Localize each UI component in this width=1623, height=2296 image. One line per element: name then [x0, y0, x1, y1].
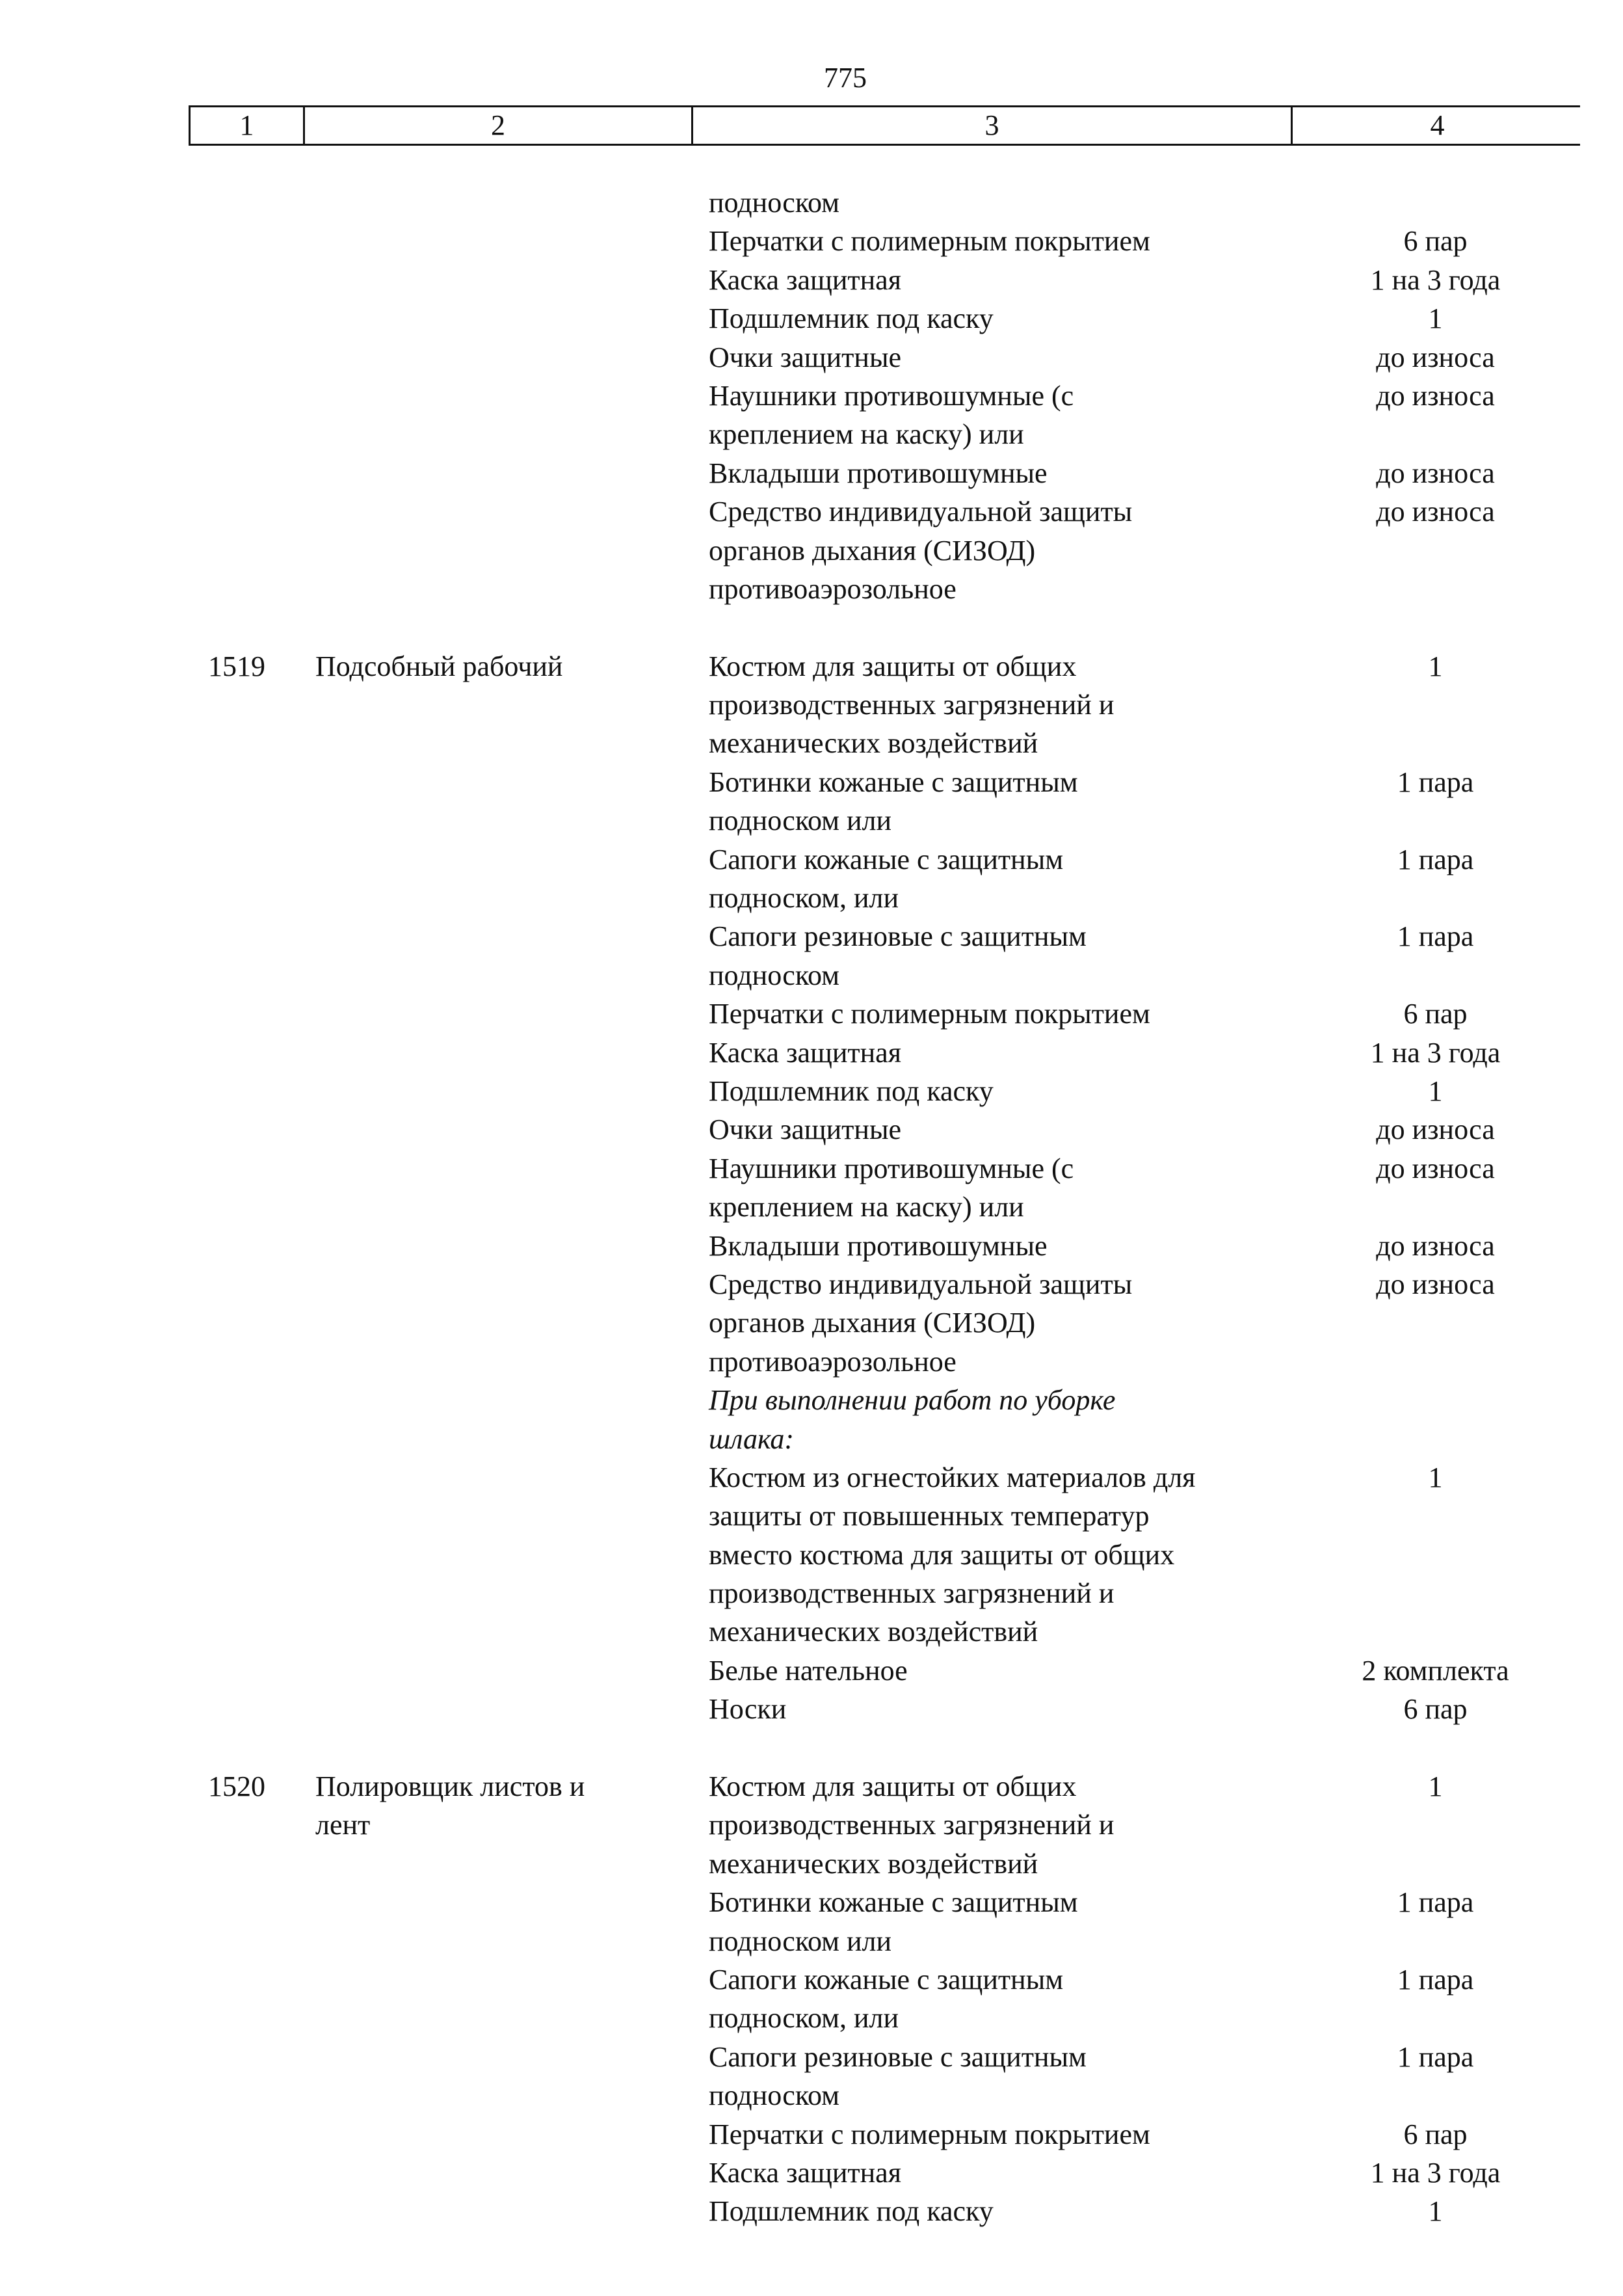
issue-norm: 1 пара — [1397, 1886, 1474, 1919]
ppe-item: креплением на каску) или — [709, 1191, 1024, 1223]
ppe-item: Ботинки кожаные с защитным — [709, 766, 1078, 798]
issue-norm: 1 на 3 года — [1370, 1036, 1501, 1069]
table-line — [189, 1149, 1580, 1188]
ppe-item: противоаэрозольное — [709, 1345, 957, 1378]
column-header-4: 4 — [1430, 109, 1445, 141]
issue-norm: 1 на 3 года — [1370, 2156, 1501, 2189]
issue-norm: 6 пар — [1403, 1693, 1468, 1726]
ppe-item: механических воздействий — [709, 727, 1038, 760]
ppe-item: подноском, или — [709, 882, 899, 914]
ppe-item: Подшлемник под каску — [709, 2195, 994, 2228]
ppe-item: Сапоги кожаные с защитным — [709, 843, 1064, 875]
ppe-item: Перчатки с полимерным покрытием — [709, 998, 1150, 1030]
ppe-item: органов дыхания (СИЗОД) — [709, 534, 1036, 567]
issue-norm: 1 — [1428, 1461, 1443, 1493]
issue-norm: 1 пара — [1397, 843, 1474, 875]
issue-norm: до износа — [1376, 1229, 1495, 1262]
ppe-item: механических воздействий — [709, 1616, 1038, 1648]
ppe-item: Каска защитная — [709, 263, 901, 296]
issue-norm: до износа — [1376, 379, 1495, 412]
table-line — [189, 1188, 1580, 1226]
column-header-2: 2 — [305, 107, 693, 144]
ppe-item: При выполнении работ по уборке — [709, 1384, 1116, 1417]
profession-name: Полировщик листов и — [315, 1770, 585, 1803]
table-line — [189, 647, 1580, 686]
table-line — [189, 377, 1580, 415]
table-line — [189, 222, 1580, 260]
issue-norm: 1 пара — [1397, 1963, 1474, 1996]
ppe-item: подноском, или — [709, 2002, 899, 2035]
entry-number: 1520 — [208, 1770, 265, 1803]
issue-norm: 2 комплекта — [1362, 1654, 1509, 1687]
row-spacer — [189, 608, 1580, 647]
ppe-item: Наушники противошумные (с — [709, 1152, 1074, 1184]
issue-norm: до износа — [1376, 341, 1495, 373]
table-line — [189, 840, 1580, 879]
issue-norm: до износа — [1376, 496, 1495, 528]
ppe-item: Белье нательное — [709, 1654, 908, 1687]
ppe-item: производственных загрязнений и — [709, 1809, 1115, 1841]
issue-norm: 1 — [1428, 650, 1443, 682]
table-line — [189, 454, 1580, 492]
ppe-item: органов дыхания (СИЗОД) — [709, 1307, 1036, 1339]
issue-norm: 1 на 3 года — [1370, 263, 1501, 296]
table-line — [189, 415, 1580, 453]
table-line — [189, 2192, 1580, 2230]
ppe-item: Ботинки кожаные с защитным — [709, 1886, 1078, 1919]
ppe-item: Средство индивидуальной защиты — [709, 496, 1133, 528]
table-line — [189, 1767, 1580, 1806]
profession-name: лент — [315, 1809, 371, 1841]
table-line — [189, 686, 1580, 724]
ppe-item: Костюм из огнестойких материалов для — [709, 1461, 1196, 1493]
issue-norm: 1 пара — [1397, 2040, 1474, 2073]
table-line — [189, 801, 1580, 840]
ppe-item: Каска защитная — [709, 2156, 901, 2189]
ppe-item: противоаэрозольное — [709, 572, 957, 605]
issue-norm: 1 пара — [1397, 920, 1474, 953]
table-line — [189, 492, 1580, 531]
table-line — [189, 2038, 1580, 2076]
table-line — [189, 1845, 1580, 1883]
table-line — [189, 1922, 1580, 1960]
ppe-item: Вкладыши противошумные — [709, 1229, 1048, 1262]
issue-norm: 6 пар — [1403, 998, 1468, 1030]
table-line — [189, 261, 1580, 299]
ppe-item: Костюм для защиты от общих — [709, 650, 1077, 682]
issue-norm: 1 — [1428, 1770, 1443, 1803]
table-line — [189, 1265, 1580, 1303]
table-line — [189, 1458, 1580, 1497]
ppe-item: Носки — [709, 1693, 787, 1726]
table-line — [189, 1806, 1580, 1844]
table-line — [189, 763, 1580, 801]
table-line — [189, 1034, 1580, 1072]
issue-norm: до износа — [1376, 1152, 1495, 1184]
table-line — [189, 1110, 1580, 1149]
issue-norm: до износа — [1376, 1268, 1495, 1300]
table-line — [189, 1072, 1580, 1110]
row-spacer — [189, 1729, 1580, 1767]
issue-norm: 1 пара — [1397, 766, 1474, 798]
column-header-row — [189, 105, 1580, 146]
ppe-item: механических воздействий — [709, 1847, 1038, 1880]
issue-norm: 6 пар — [1403, 225, 1468, 258]
issue-norm: до износа — [1376, 1114, 1495, 1146]
table-line — [189, 1303, 1580, 1342]
ppe-item: креплением на каску) или — [709, 418, 1024, 451]
table-line — [189, 2115, 1580, 2154]
ppe-item: Перчатки с полимерным покрытием — [709, 2118, 1150, 2150]
table-line — [189, 1612, 1580, 1651]
column-header-3: 3 — [693, 107, 1293, 144]
ppe-item: Перчатки с полимерным покрытием — [709, 225, 1150, 258]
ppe-item: Сапоги резиновые с защитным — [709, 2040, 1087, 2073]
ppe-item: подноском — [709, 959, 839, 991]
table-line — [189, 917, 1580, 955]
ppe-item: подноском — [709, 187, 839, 219]
table-line — [189, 956, 1580, 994]
issue-norm: до износа — [1376, 457, 1495, 489]
table-line — [189, 1227, 1580, 1265]
ppe-item: Наушники противошумные (с — [709, 379, 1074, 412]
ppe-item: Сапоги кожаные с защитным — [709, 1963, 1064, 1996]
ppe-item: подноском или — [709, 805, 892, 837]
ppe-item: подноском или — [709, 1925, 892, 1957]
table-line — [189, 1497, 1580, 1535]
ppe-item: Каска защитная — [709, 1036, 901, 1069]
table-line — [189, 338, 1580, 377]
table-line — [189, 724, 1580, 762]
ppe-item: шлака: — [709, 1422, 795, 1455]
ppe-item: Средство индивидуальной защиты — [709, 1268, 1133, 1300]
ppe-item: Вкладыши противошумные — [709, 457, 1048, 489]
table-line — [189, 1381, 1580, 1419]
table-line — [189, 1651, 1580, 1690]
ppe-item: защиты от повышенных температур — [709, 1500, 1150, 1532]
table-line — [189, 299, 1580, 338]
issue-norm: 1 — [1428, 1075, 1443, 1107]
table-line — [189, 2076, 1580, 2115]
ppe-item: Очки защитные — [709, 1114, 902, 1146]
profession-name: Подсобный рабочий — [315, 650, 563, 682]
page-number: 775 — [824, 62, 867, 94]
ppe-item: Сапоги резиновые с защитным — [709, 920, 1087, 953]
table-line — [189, 994, 1580, 1033]
table-line — [189, 1342, 1580, 1381]
table-line — [189, 1690, 1580, 1728]
issue-norm: 1 — [1428, 302, 1443, 335]
issue-norm: 1 — [1428, 2195, 1443, 2228]
ppe-item: вместо костюма для защиты от общих — [709, 1538, 1175, 1571]
ppe-item: производственных загрязнений и — [709, 689, 1115, 721]
ppe-item: подноском — [709, 2079, 839, 2112]
table-body — [189, 183, 1580, 2231]
table-line — [189, 183, 1580, 222]
column-header-1: 1 — [191, 107, 305, 144]
table-line — [189, 1536, 1580, 1574]
table-line — [189, 2154, 1580, 2192]
entry-number: 1519 — [208, 650, 265, 682]
ppe-item: Подшлемник под каску — [709, 302, 994, 335]
table-line — [189, 1420, 1580, 1458]
table-line — [189, 1883, 1580, 1921]
table-line — [189, 1999, 1580, 2037]
ppe-item: Очки защитные — [709, 341, 902, 373]
table-line — [189, 570, 1580, 608]
issue-norm: 6 пар — [1403, 2118, 1468, 2150]
table-line — [189, 1574, 1580, 1612]
table-line — [189, 531, 1580, 570]
ppe-item: Костюм для защиты от общих — [709, 1770, 1077, 1803]
ppe-item: производственных загрязнений и — [709, 1577, 1115, 1610]
ppe-item: Подшлемник под каску — [709, 1075, 994, 1107]
table-line — [189, 1960, 1580, 1999]
table-line — [189, 879, 1580, 917]
